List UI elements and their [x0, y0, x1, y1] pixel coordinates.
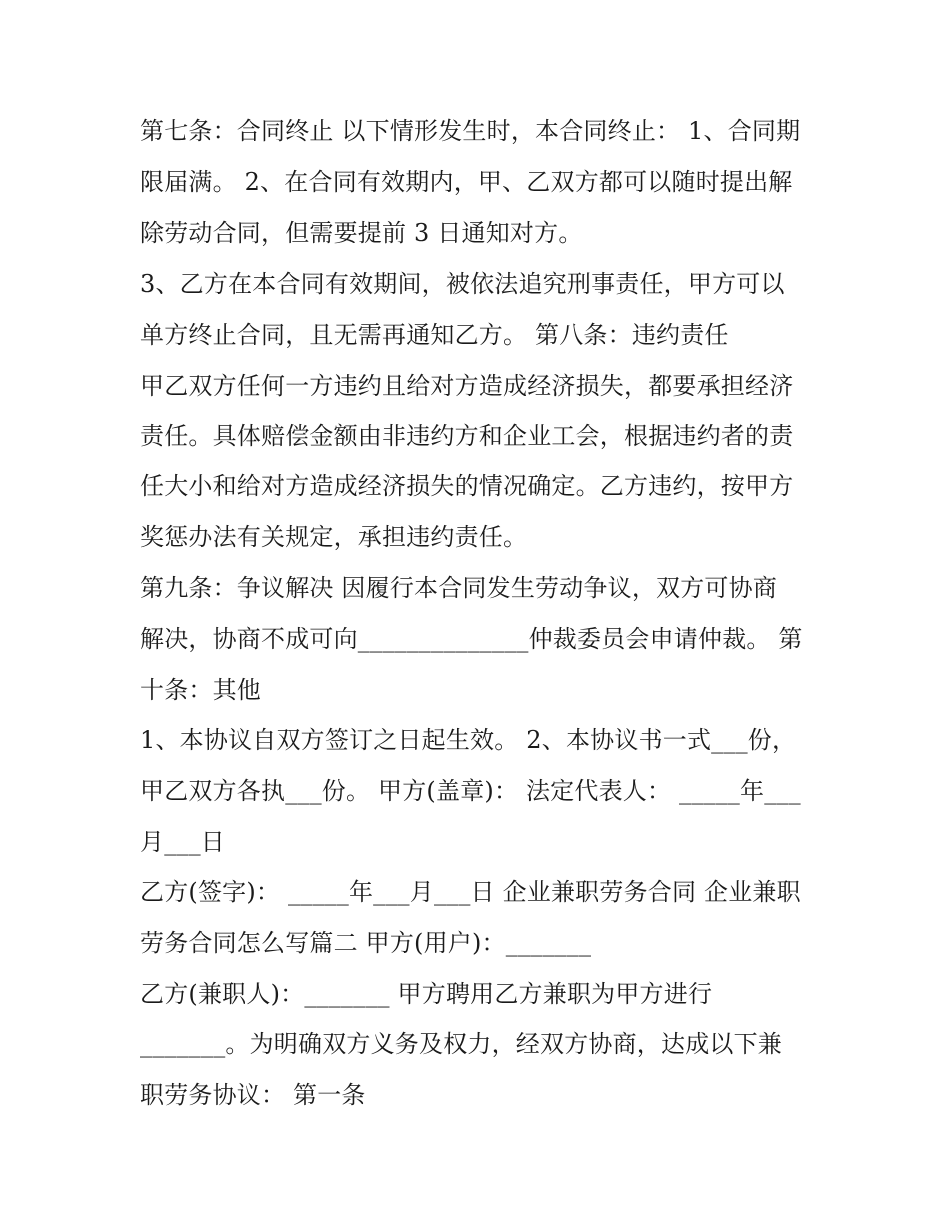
text-line: _______。为明确双方义务及权力，经双方协商，达成以下兼: [140, 1030, 782, 1058]
text-line: 解决，协商不成可向______________仲裁委员会申请仲裁。 第: [140, 625, 803, 653]
text-line: 1、本协议自双方签订之日起生效。 2、本协议书一式___份，: [140, 726, 797, 754]
text-line: 乙方(兼职人)：_______ 甲方聘用乙方兼职为甲方进行: [140, 980, 713, 1008]
text-line: 限届满。 2、在合同有效期内，甲、乙双方都可以随时提出解: [140, 168, 793, 196]
text-line: 单方终止合同，且无需再通知乙方。 第八条：违约责任: [140, 321, 729, 349]
text-line: 奖惩办法有关规定，承担违约责任。: [140, 523, 528, 551]
text-line: 任大小和给对方造成经济损失的情况确定。乙方违约，按甲方: [140, 472, 794, 500]
text-line: 除劳动合同，但需要提前 3 日通知对方。: [140, 219, 583, 247]
text-line: 月___日: [140, 828, 225, 856]
text-line: 责任。具体赔偿金额由非违约方和企业工会，根据违约者的责: [140, 422, 794, 450]
text-line: 3、乙方在本合同有效期间，被依法追究刑事责任，甲方可以: [140, 270, 785, 298]
text-line: 乙方(签字)： _____年___月___日 企业兼职劳务合同 企业兼职: [140, 878, 801, 906]
text-line: 十条：其他: [140, 676, 261, 704]
text-line: 第九条：争议解决 因履行本合同发生劳动争议，双方可协商: [140, 574, 778, 602]
text-line: 劳务合同怎么写篇二 甲方(用户)：_______: [140, 929, 592, 957]
text-line: 甲乙双方各执___份。 甲方(盖章)： 法定代表人： _____年___: [140, 777, 801, 805]
text-line: 职劳务协议： 第一条: [140, 1081, 366, 1109]
text-line: 甲乙双方任何一方违约且给对方造成经济损失，都要承担经济: [140, 372, 794, 400]
text-line: 第七条：合同终止 以下情形发生时，本合同终止： 1、合同期: [140, 117, 801, 145]
